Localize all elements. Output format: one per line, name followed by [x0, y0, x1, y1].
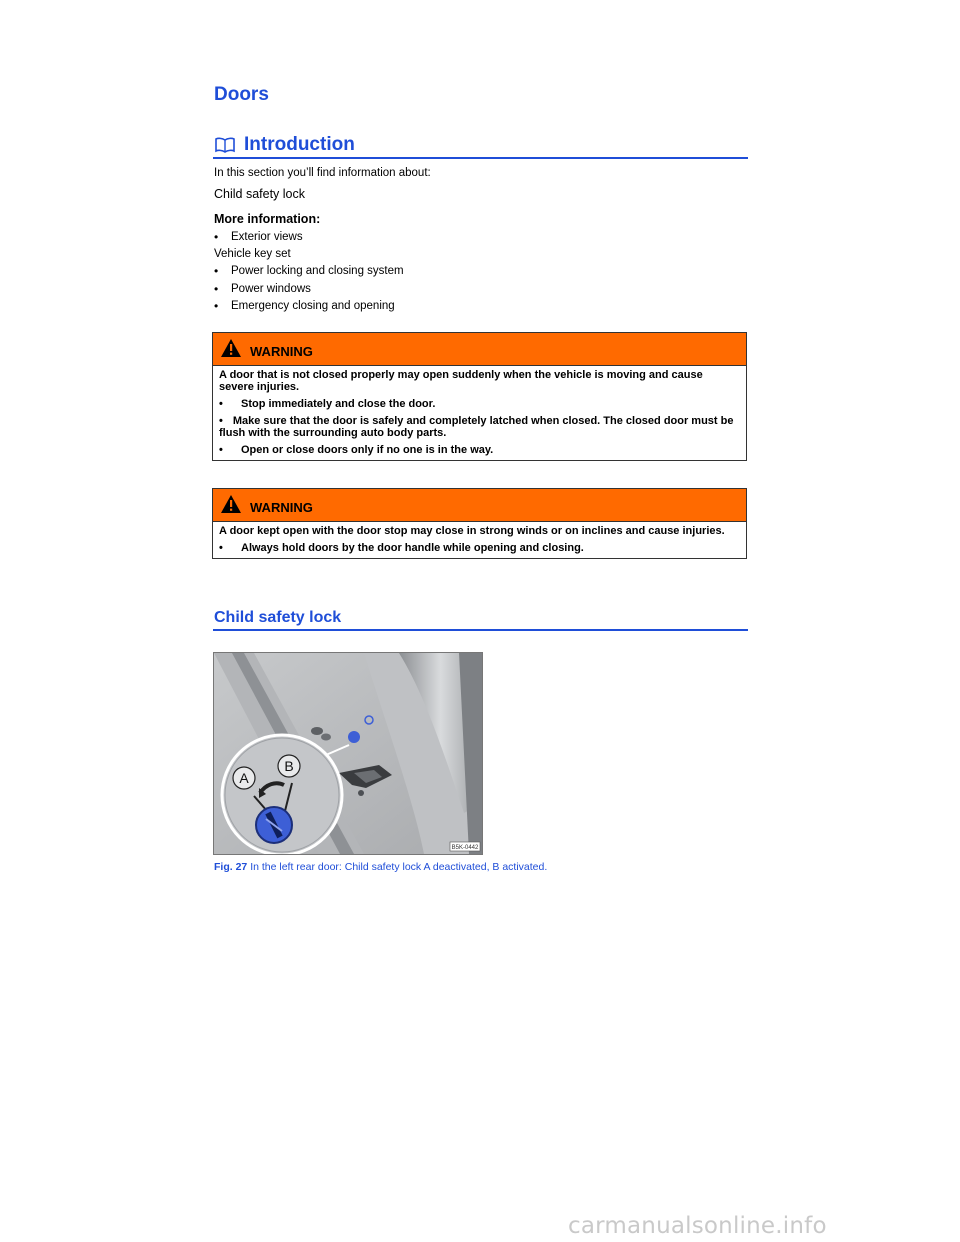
- introduction-heading: [213, 132, 748, 159]
- warning-text: A door kept open with the door stop may close in strong winds or on inclines and cause injuries.: [219, 525, 725, 537]
- warning-bullet: • Always hold doors by the door handle while opening and closing.: [219, 542, 584, 554]
- intro-topic-link[interactable]: Child safety lock: [214, 187, 306, 201]
- bullet-icon: •: [214, 230, 219, 244]
- warning-bullet: • Open or close doors only if no one is in the way.: [219, 444, 494, 456]
- figure-code: B5K-0442: [451, 845, 479, 851]
- warning-title: WARNING: [250, 344, 313, 359]
- figure-caption: [214, 861, 547, 873]
- list-item[interactable]: Vehicle key set: [214, 248, 291, 260]
- warning-header: [213, 489, 746, 522]
- figure-number: Fig. 27: [214, 861, 248, 873]
- introduction-title: Introduction: [244, 134, 355, 155]
- watermark: carmanualsonline.info: [568, 1213, 827, 1239]
- child-safety-lock-illustration: [213, 652, 483, 855]
- figure-label-b: B: [284, 758, 294, 774]
- child-safety-heading: [213, 609, 748, 631]
- intro-lead: In this section you’ll find information about:: [214, 167, 431, 179]
- warning-box: [212, 488, 747, 559]
- warning-bullet: • Stop immediately and close the door.: [219, 398, 436, 410]
- figure-label-a: A: [239, 770, 249, 786]
- bullet-icon: •: [214, 264, 219, 278]
- child-safety-title: Child safety lock: [214, 609, 342, 626]
- page-title: Doors: [214, 84, 269, 105]
- warning-text: A door that is not closed properly may open suddenly when the vehicle is moving and cause severe injuries.: [219, 369, 703, 393]
- figure-caption-text: In the left rear door: Child safety lock A deactivated, B activated.: [250, 861, 548, 873]
- warning-header: [213, 333, 746, 366]
- warning-bullet: • Make sure that the door is safely and completely latched when closed. The closed door must be flush with the surrounding auto body parts.: [219, 415, 734, 439]
- book-icon: [215, 137, 235, 158]
- more-info-label: More information:: [214, 212, 321, 226]
- bullet-icon: •: [214, 282, 219, 296]
- warning-triangle-icon: [220, 494, 242, 519]
- bullet-icon: •: [214, 299, 219, 313]
- warning-box: [212, 332, 747, 461]
- warning-title: WARNING: [250, 500, 313, 515]
- warning-triangle-icon: [220, 338, 242, 363]
